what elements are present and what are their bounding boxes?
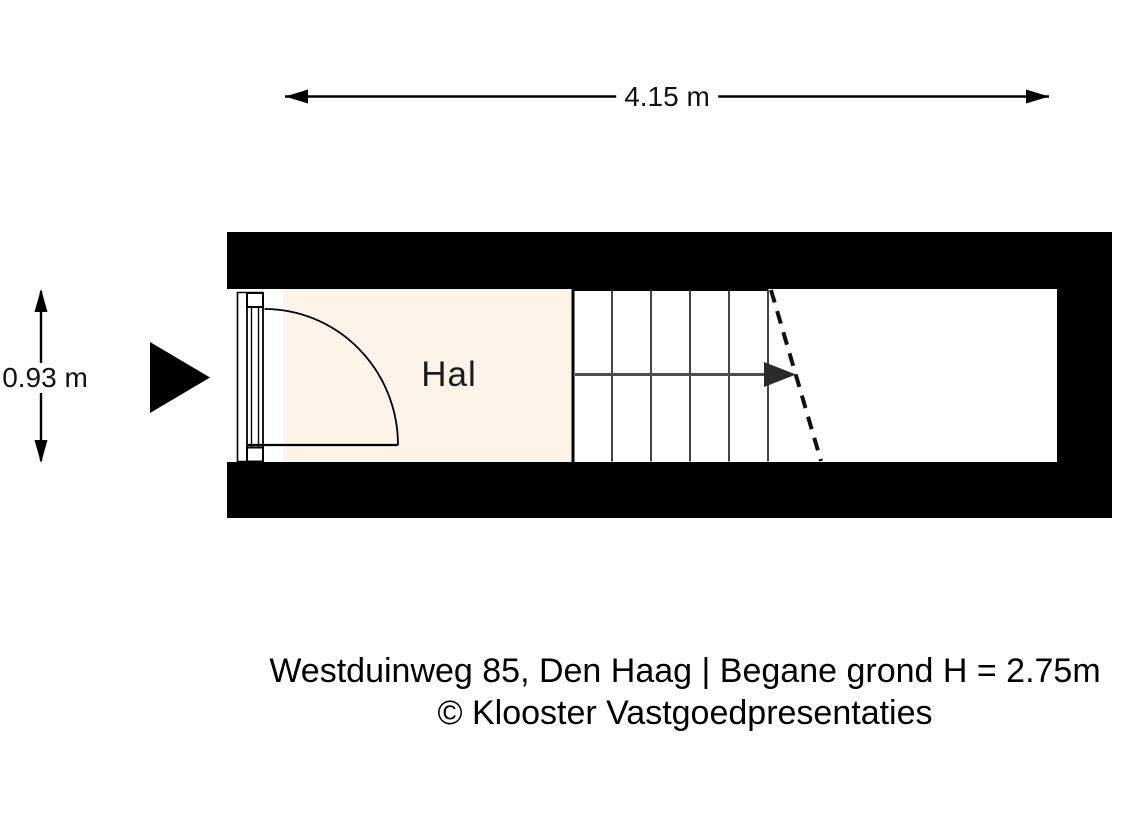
entrance-arrow-icon: [150, 342, 210, 413]
staircase: [572, 289, 822, 462]
door-jamb-top: [247, 293, 263, 307]
width-dimension-arrowhead-right-icon: [1026, 90, 1049, 104]
caption: [269, 650, 1100, 734]
room-label-hal: Hal: [421, 355, 477, 394]
height-dimension-arrowhead-bottom-icon: [35, 440, 48, 463]
caption-address-line: Westduinweg 85, Den Haag | Begane grond H = 2.75m: [269, 652, 1101, 690]
height-dimension-label: 0.93 m: [0, 363, 91, 393]
width-dimension-label: 4.15 m: [616, 82, 718, 112]
caption-copyright-line: © Klooster Vastgoedpresentaties: [437, 694, 933, 732]
wall-top: [227, 232, 1112, 289]
door-frame: [247, 293, 263, 462]
width-dimension-arrowhead-left-icon: [285, 90, 308, 104]
height-dimension-arrowhead-top-icon: [35, 289, 48, 312]
door-jamb-bottom: [247, 448, 263, 462]
wall-bottom: [227, 462, 1112, 518]
wall-right: [1057, 232, 1112, 518]
